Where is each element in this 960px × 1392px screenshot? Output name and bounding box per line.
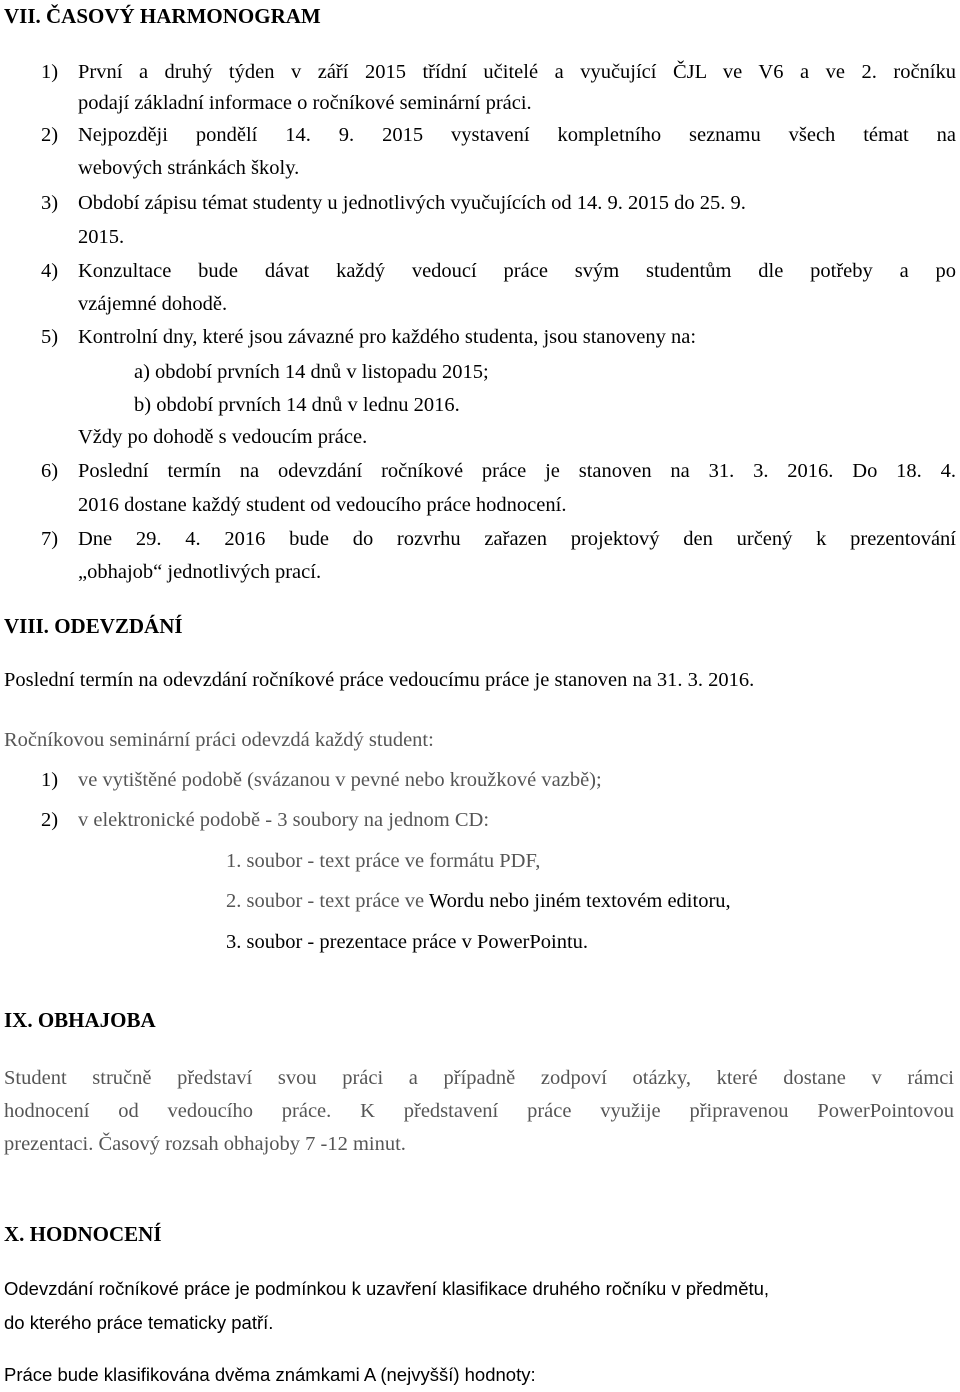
- section-x-heading: X. HODNOCENÍ: [4, 1222, 162, 1246]
- item-number: 2): [41, 809, 59, 831]
- sub-item-a: a) období prvních 14 dnů v listopadu 2015;: [134, 361, 489, 383]
- paragraph-line: do kterého práce tematicky patří.: [4, 1312, 274, 1333]
- item-number: 6): [41, 460, 59, 482]
- item-text: Konzultace bude dávat každý vedoucí práce svým studentům dle potřeby a po: [78, 260, 956, 282]
- item-continuation: webových stránkách školy.: [78, 157, 300, 179]
- heading-roman: VIII.: [4, 614, 49, 638]
- item-number: 4): [41, 260, 59, 282]
- item-number: 7): [41, 528, 59, 550]
- item-number: 3): [41, 192, 59, 214]
- item-continuation: 2016 dostane každý student od vedoucího práce hodnocení.: [78, 494, 567, 516]
- file-item-1: 1. soubor - text práce ve formátu PDF,: [226, 850, 541, 872]
- list-item: [41, 125, 956, 146]
- item-number: 2): [41, 124, 59, 146]
- list-item: [41, 770, 602, 791]
- file-item-2: [226, 891, 731, 912]
- file-item-2-start: 2. soubor - text práce ve: [226, 890, 429, 912]
- item-continuation: vzájemné dohodě.: [78, 293, 228, 315]
- item-continuation: Vždy po dohodě s vedoucím práce.: [78, 426, 368, 448]
- section-vii-heading: VII. ČASOVÝ HARMONOGRAM: [4, 4, 321, 28]
- list-item: [41, 529, 956, 550]
- heading-word: ODEVZDÁNÍ: [48, 614, 183, 638]
- item-text: První a druhý týden v září 2015 třídní učitelé a vyučující ČJL ve V6 a ve 2. ročníku: [78, 61, 956, 83]
- list-item: [41, 261, 956, 282]
- item-text: ve vytištěné podobě (svázanou v pevné nebo kroužkové vazbě);: [78, 769, 602, 791]
- paragraph-line: Práce bude klasifikována dvěma známkami A (nejvyšší) hodnoty:: [4, 1364, 536, 1385]
- item-continuation: podají základní informace o ročníkové seminární práci.: [78, 92, 532, 114]
- list-item: [41, 62, 956, 83]
- item-continuation: „obhajob“ jednotlivých prací.: [78, 561, 322, 583]
- item-text: Období zápisu témat studenty u jednotlivých vyučujících od 14. 9. 2015 do 25. 9.: [78, 192, 746, 214]
- file-item-2-end: Wordu nebo jiném textovém editoru,: [428, 890, 731, 912]
- item-text: v elektronické podobě - 3 soubory na jednom CD:: [78, 809, 490, 831]
- paragraph-line: Odevzdání ročníkové práce je podmínkou k uzavření klasifikace druhého ročníku v předmětu,: [4, 1278, 770, 1299]
- item-text: Nejpozději pondělí 14. 9. 2015 vystavení kompletního seznamu všech témat na: [78, 124, 956, 146]
- file-item-3: 3. soubor - prezentace práce v PowerPointu.: [226, 931, 589, 953]
- list-item: [41, 461, 956, 482]
- paragraph-line: hodnocení od vedoucího práce. K představení práce využije připravenou PowerPointovou: [4, 1100, 954, 1122]
- item-text: Kontrolní dny, které jsou závazné pro každého studenta, jsou stanoveny na:: [78, 326, 697, 348]
- item-number: 1): [41, 769, 59, 791]
- item-number: 5): [41, 326, 59, 348]
- deadline-text: Poslední termín na odevzdání ročníkové práce vedoucímu práce je stanoven na 31. 3. 2016.: [4, 669, 755, 691]
- item-text: Dne 29. 4. 2016 bude do rozvrhu zařazen projektový den určený k prezentování: [78, 528, 956, 550]
- section-viii-heading: [4, 616, 183, 637]
- item-text: Poslední termín na odevzdání ročníkové práce je stanoven na 31. 3. 2016. Do 18. 4.: [78, 460, 956, 482]
- intro-text: Ročníkovou seminární práci odevzdá každý student:: [4, 729, 434, 751]
- paragraph-line: prezentaci. Časový rozsah obhajoby 7 -12 minut.: [4, 1133, 406, 1155]
- paragraph-line: Student stručně představí svou práci a případně zodpoví otázky, které dostane v rámci: [4, 1067, 954, 1089]
- list-item: [41, 193, 746, 214]
- sub-item-b: b) období prvních 14 dnů v lednu 2016.: [134, 394, 460, 416]
- item-continuation: 2015.: [78, 226, 125, 248]
- list-item: [41, 327, 696, 348]
- section-ix-heading: IX. OBHAJOBA: [4, 1008, 156, 1032]
- list-item: [41, 810, 489, 831]
- item-number: 1): [41, 61, 59, 83]
